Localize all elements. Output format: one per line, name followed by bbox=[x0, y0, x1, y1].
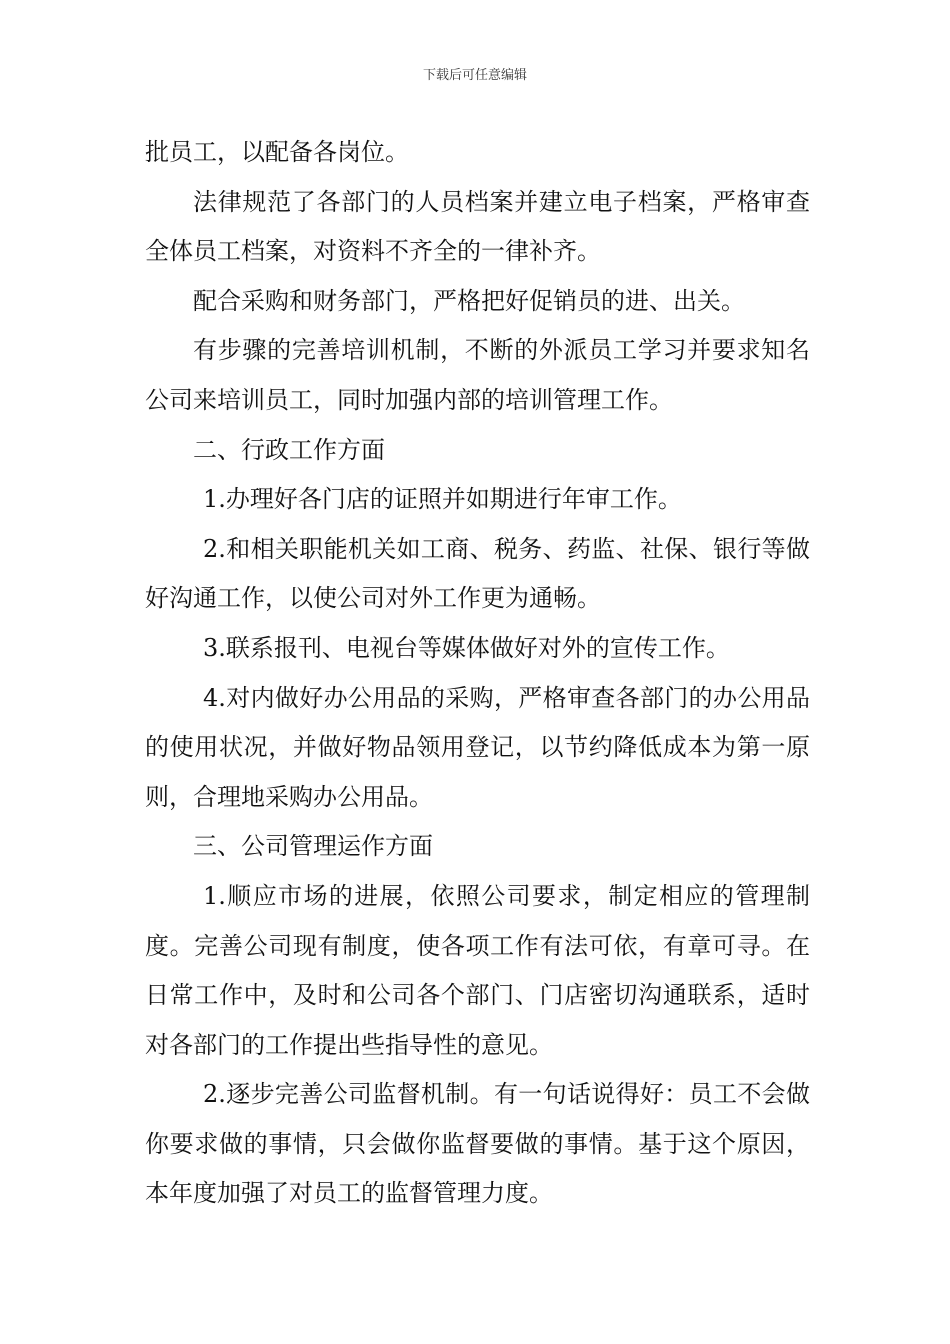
paragraph-training: 有步骤的完善培训机制，不断的外派员工学习并要求知名公司来培训员工，同时加强内部的培训管理工作。 bbox=[145, 336, 810, 414]
admin-item-4: 4.对内做好办公用品的采购，严格审查各部门的办公用品的使用状况，并做好物品领用登记，以节约降低成本为第一原则，合理地采购办公用品。 bbox=[145, 683, 810, 811]
page-header: 下载后可任意编辑 bbox=[422, 68, 527, 83]
admin-item-2: 2.和相关职能机关如工商、税务、药监、社保、银行等做好沟通工作，以使公司对外工作更为通畅。 bbox=[145, 534, 810, 613]
section-heading-admin: 二、行政工作方面 bbox=[193, 435, 385, 464]
management-item-2: 2.逐步完善公司监督机制。有一句话说得好：员工不会做你要求做的事情，只会做你监督要做的事情。基于这个原因，本年度加强了对员工的监督管理力度。 bbox=[145, 1080, 810, 1208]
paragraph-promoter-control: 配合采购和财务部门，严格把好促销员的进、出关。 bbox=[193, 286, 745, 315]
management-item-1: 1.顺应市场的进展，依照公司要求，制定相应的管理制度。完善公司现有制度，使各项工作有法可依，有章可寻。在日常工作中，及时和公司各个部门、门店密切沟通联系，适时对各部门的工作提出些指导性的意见。 bbox=[145, 881, 810, 1059]
admin-item-3: 3.联系报刊、电视台等媒体做好对外的宣传工作。 bbox=[203, 633, 730, 662]
paragraph-continuation: 批员工，以配备各岗位。 bbox=[145, 138, 409, 166]
admin-item-1: 1.办理好各门店的证照并如期进行年审工作。 bbox=[203, 485, 682, 514]
document-body bbox=[145, 128, 810, 1219]
section-heading-management: 三、公司管理运作方面 bbox=[193, 832, 433, 861]
paragraph-personnel-archives: 法律规范了各部门的人员档案并建立电子档案，严格审查全体员工档案，对资料不齐全的一律补齐。 bbox=[145, 187, 810, 266]
